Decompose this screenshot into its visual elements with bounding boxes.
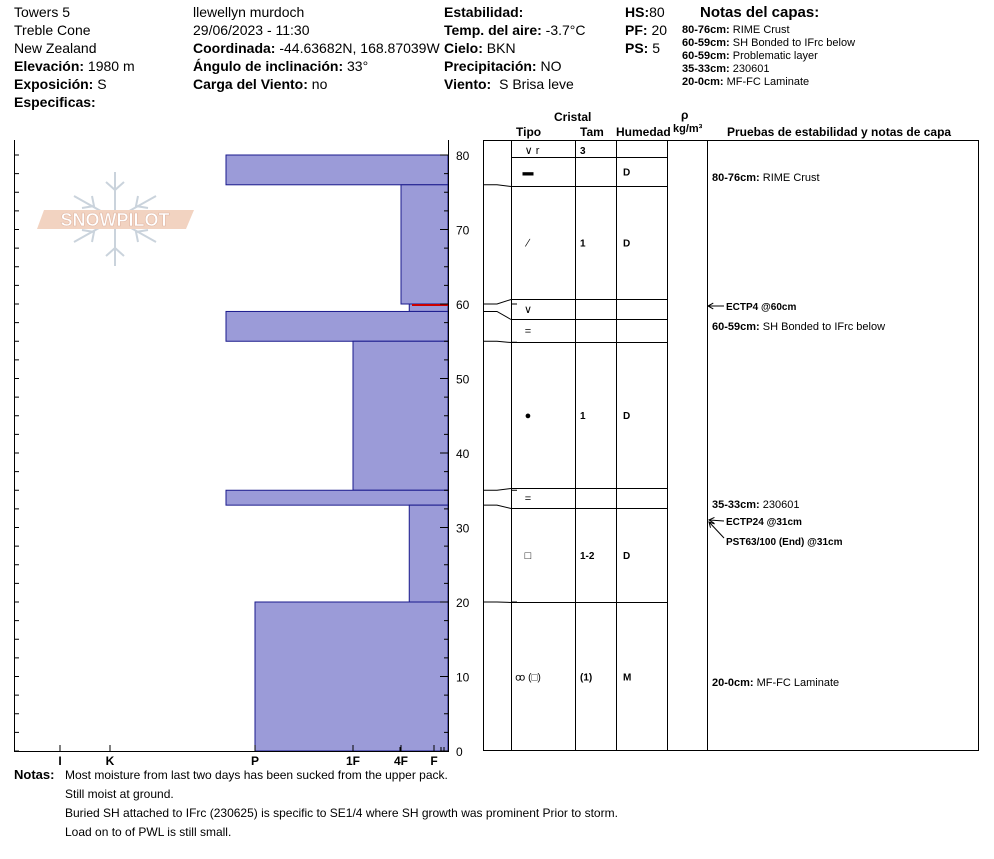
surface-crystal-size: 3 bbox=[580, 146, 586, 157]
ps-value: 5 bbox=[652, 40, 661, 56]
layer-note-range: 35-33cm: bbox=[682, 63, 730, 75]
hardness-bar bbox=[401, 185, 448, 304]
crystal-type-crust: = bbox=[524, 493, 532, 505]
hs-value: 80 bbox=[649, 4, 665, 20]
precip-value: NO bbox=[540, 58, 562, 74]
height-tick-label: 20 bbox=[456, 596, 470, 610]
layer-note-entry bbox=[712, 172, 820, 184]
stability-label: Estabilidad: bbox=[444, 4, 524, 20]
hardness-bar bbox=[255, 602, 448, 751]
density-unit-header: kg/m³ bbox=[673, 123, 703, 135]
hardness-bars bbox=[226, 155, 448, 751]
crystal-size: 1 bbox=[580, 411, 586, 422]
hardness-tick-label: 4F bbox=[393, 754, 409, 768]
coordinate-value: -44.63682N, 168.87039W bbox=[279, 40, 440, 56]
layer-note-range: 20-0cm: bbox=[682, 76, 724, 88]
height-tick-label: 40 bbox=[456, 447, 470, 461]
layer-notes-column bbox=[712, 172, 885, 689]
type-header: Tipo bbox=[516, 125, 542, 139]
moisture-value: M bbox=[623, 672, 632, 684]
hardness-tick-label: 1F bbox=[345, 754, 361, 768]
moisture-value: D bbox=[623, 551, 631, 562]
note-line-2: Still moist at ground. bbox=[65, 787, 174, 801]
crystal-type-faceted: □ bbox=[524, 550, 532, 562]
air-temp-value: -3.7°C bbox=[545, 22, 586, 38]
layer-note-text: 230601 bbox=[732, 63, 770, 75]
hardness-bar bbox=[353, 341, 448, 490]
ps-label: PS: bbox=[625, 40, 649, 56]
crystal-size: 1 bbox=[580, 238, 586, 250]
stability-test-label: ECTP4 @60cm bbox=[726, 302, 797, 313]
note-line-1: Most moisture from last two days has been sucked from the upper pack. bbox=[65, 768, 448, 782]
crystal-type-surface-hoar: ∨ bbox=[523, 304, 533, 316]
layer-note-entry-range: 60-59cm: bbox=[712, 321, 763, 333]
wind-label: Viento: bbox=[444, 76, 492, 92]
crystal-type-rounded: ● bbox=[524, 410, 532, 422]
layer-note-entry bbox=[712, 499, 799, 511]
crystal-type-slash: ∕ bbox=[527, 237, 529, 250]
height-tick-label: 80 bbox=[456, 149, 470, 163]
incline-label: Ángulo de inclinación: bbox=[193, 58, 344, 74]
layer-note-text: SH Bonded to IFrc below bbox=[732, 37, 856, 49]
hardness-bar bbox=[409, 505, 448, 602]
layer-note-entry-text: 230601 bbox=[762, 499, 800, 511]
layer-note-entry bbox=[712, 677, 839, 689]
hardness-tick-label: F bbox=[430, 754, 438, 768]
note-line-4: Load on to of PWL is still small. bbox=[65, 825, 232, 839]
wind-value: S Brisa leve bbox=[499, 76, 574, 92]
test-arrow bbox=[709, 522, 724, 538]
country-name: New Zealand bbox=[14, 40, 97, 56]
air-temp-label: Temp. del aire: bbox=[444, 22, 542, 38]
layer-note-entry bbox=[712, 321, 885, 333]
layer-note-entry-text: SH Bonded to IFrc below bbox=[762, 321, 886, 333]
crystal-size: (1) bbox=[580, 672, 593, 684]
height-tick-label: 0 bbox=[456, 745, 463, 759]
depth-connector bbox=[484, 341, 511, 342]
wind-load-label: Carga del Viento: bbox=[193, 76, 308, 92]
date-time: 29/06/2023 - 11:30 bbox=[193, 22, 310, 38]
precip-label: Precipitación: bbox=[444, 58, 537, 74]
notes-label: Notas: bbox=[14, 767, 55, 782]
height-tick-label: 60 bbox=[456, 298, 470, 312]
hardness-tick-label: K bbox=[105, 754, 115, 768]
size-header: Tam bbox=[580, 125, 604, 139]
surface-crystal-type: ∨ r bbox=[524, 145, 540, 157]
location-name: Towers 5 bbox=[14, 4, 71, 20]
crystal-type-rime: ▬ bbox=[522, 166, 534, 179]
stability-test-label: ECTP24 @31cm bbox=[726, 517, 802, 528]
snowpilot-watermark bbox=[37, 172, 194, 266]
stability-tests bbox=[708, 302, 843, 548]
sky-value: BKN bbox=[486, 40, 516, 56]
crystal-type-crust: = bbox=[524, 325, 532, 338]
layer-note-entry-text: RIME Crust bbox=[762, 172, 820, 184]
incline-value: 33° bbox=[347, 58, 369, 74]
layer-note-range: 60-59cm: bbox=[682, 37, 730, 49]
aspect-label: Exposición: bbox=[14, 76, 94, 92]
watermark-text: SNOWPILOT bbox=[60, 210, 170, 230]
sky-label: Cielo: bbox=[444, 40, 483, 56]
specifics-label: Especificas: bbox=[14, 94, 96, 110]
layer-note-text: MF-FC Laminate bbox=[726, 76, 810, 88]
hardness-bar bbox=[226, 155, 448, 185]
height-tick-label: 10 bbox=[456, 670, 470, 685]
hardness-bar bbox=[226, 490, 448, 505]
hardness-tick-label: P bbox=[250, 754, 260, 768]
area-name: Treble Cone bbox=[14, 22, 91, 38]
hs-label: HS: bbox=[625, 4, 650, 20]
depth-connector bbox=[484, 505, 511, 508]
moisture-header: Humedad bbox=[616, 125, 671, 139]
note-line-3: Buried SH attached to IFrc (230625) is specific to SE1/4 where SH growth was prominent Prior to storm. bbox=[65, 806, 618, 820]
layer-table-border bbox=[484, 141, 979, 751]
depth-connector bbox=[484, 185, 511, 187]
tests-header: Pruebas de estabilidad y notas de capa bbox=[727, 125, 952, 139]
depth-connector bbox=[484, 300, 511, 305]
layer-note-range: 60-59cm: bbox=[682, 50, 730, 62]
pf-label: PF: bbox=[625, 22, 648, 38]
layer-note-range: 80-76cm: bbox=[682, 24, 730, 36]
layer-note-text: RIME Crust bbox=[732, 24, 790, 36]
crystal-size: 1-2 bbox=[580, 551, 595, 562]
observer-name: llewellyn murdoch bbox=[193, 4, 305, 20]
stability-test-label: PST63/100 (End) @31cm bbox=[726, 537, 843, 548]
depth-connector bbox=[484, 489, 511, 491]
hardness-tick-label: I bbox=[58, 754, 62, 768]
elevation-label: Elevación: bbox=[14, 58, 85, 74]
moisture-value: D bbox=[623, 411, 631, 422]
crystal-type-melt-freeze: ꝏ (□) bbox=[515, 672, 541, 684]
layer-note-entry-range: 80-76cm: bbox=[712, 172, 763, 184]
layer-table-frame bbox=[484, 140, 979, 751]
aspect-value: S bbox=[97, 76, 107, 92]
depth-connector bbox=[484, 311, 511, 319]
depth-connector bbox=[484, 602, 511, 603]
moisture-value: D bbox=[623, 238, 631, 250]
height-tick-label: 70 bbox=[456, 223, 470, 238]
moisture-value: D bbox=[623, 167, 631, 179]
layer-notes-title: Notas del capas: bbox=[700, 4, 820, 21]
elevation-value: 1980 m bbox=[87, 58, 135, 74]
hardness-bar bbox=[226, 311, 448, 341]
layer-note-entry-range: 35-33cm: bbox=[712, 499, 763, 511]
layer-note-text: Problematic layer bbox=[732, 50, 818, 62]
wind-load-value: no bbox=[311, 76, 328, 92]
height-tick-label: 30 bbox=[456, 521, 470, 536]
layer-note-entry-text: MF-FC Laminate bbox=[756, 677, 840, 689]
layer-note-entry-range: 20-0cm: bbox=[712, 677, 757, 689]
rho-header: ρ bbox=[681, 108, 689, 122]
pf-value: 20 bbox=[651, 22, 668, 38]
coordinate-label: Coordinada: bbox=[193, 40, 276, 56]
crystal-header: Cristal bbox=[554, 110, 592, 124]
height-tick-label: 50 bbox=[456, 372, 470, 387]
